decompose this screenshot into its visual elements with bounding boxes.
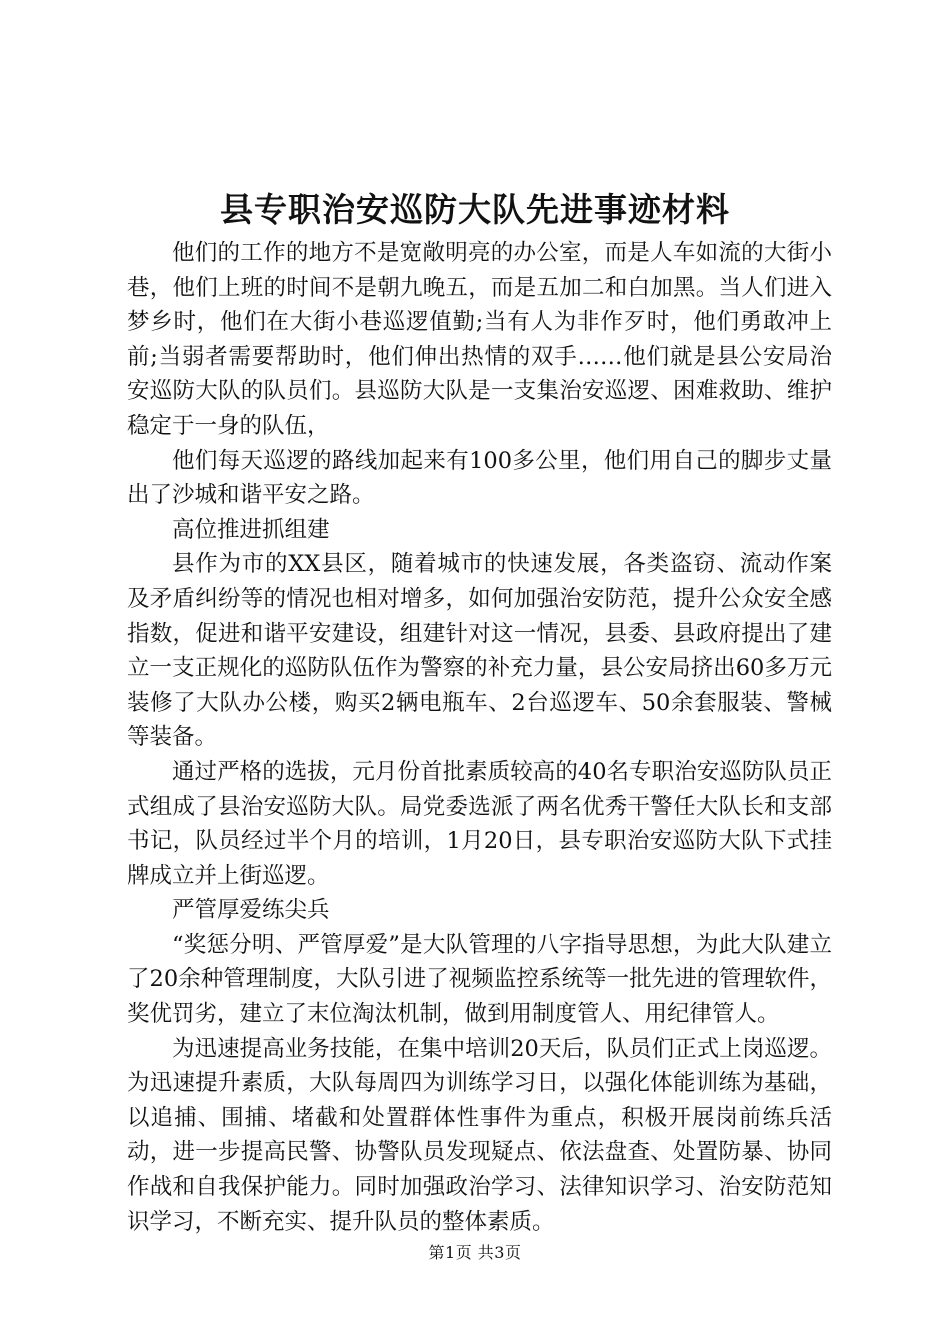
document-body bbox=[127, 236, 832, 1239]
paragraph-skills: 为迅速提高业务技能，在集中培训20天后，队员们正式上岗巡逻。为迅速提升素质，大队每周四为训练学习日，以强化体能训练为基础，以追捕、围捕、堵截和处置群体性事件为重点，积极开展岗前练兵活动，进一步提高民警、协警队员发现疑点、依法盘查、处置防暴、协同作战和自我保护能力。同时加强政治学习、法律知识学习、治安防范知识学习，不断充实、提升队员的整体素质。 bbox=[127, 1035, 832, 1235]
section-heading-organization: 高位推进抓组建 bbox=[172, 516, 330, 543]
paragraph-management: “奖惩分明、严管厚爱”是大队管理的八字指导思想，为此大队建立了20余种管理制度，大队引进了视频监控系统等一批先进的管理软件，奖优罚劣，建立了末位淘汰机制，做到用制度管人、用纪律管人。 bbox=[127, 931, 832, 1028]
section-heading-training: 严管厚爱练尖兵 bbox=[172, 897, 330, 924]
paragraph-intro: 他们的工作的地方不是宽敞明亮的办公室，而是人车如流的大街小巷，他们上班的时间不是朝九晚五，而是五加二和白加黑。当人们进入梦乡时，他们在大街小巷巡逻值勤;当有人为非作歹时，他们勇敢冲上前;当弱者需要帮助时，他们伸出热情的双手……他们就是县公安局治安巡防大队的队员们。县巡防大队是一支集治安巡逻、困难救助、维护稳定于一身的队伍， bbox=[127, 240, 832, 439]
document-title: 县专职治安巡防大队先进事迹材料 bbox=[220, 190, 730, 229]
paragraph-background: 县作为市的XX县区，随着城市的快速发展，各类盗窃、流动作案及矛盾纠纷等的情况也相对增多，如何加强治安防范，提升公众安全感指数，促进和谐平安建设，组建针对这一情况，县委、县政府提出了建立一支正规化的巡防队伍作为警察的补充力量，县公安局挤出60多万元装修了大队办公楼，购买2辆电瓶车、2台巡逻车、50余套服装、警械等装备。 bbox=[127, 551, 832, 751]
page-number-footer: 第1页 共3页 bbox=[428, 1243, 522, 1262]
paragraph-patrol-route: 他们每天巡逻的路线加起来有100多公里，他们用自己的脚步丈量出了沙城和谐平安之路。 bbox=[127, 447, 832, 509]
paragraph-selection: 通过严格的选拔，元月份首批素质较高的40名专职治安巡防队员正式组成了县治安巡防大队。局党委选派了两名优秀干警任大队长和支部书记，队员经过半个月的培训，1月20日，县专职治安巡防大队下式挂牌成立并上街巡逻。 bbox=[127, 758, 832, 889]
